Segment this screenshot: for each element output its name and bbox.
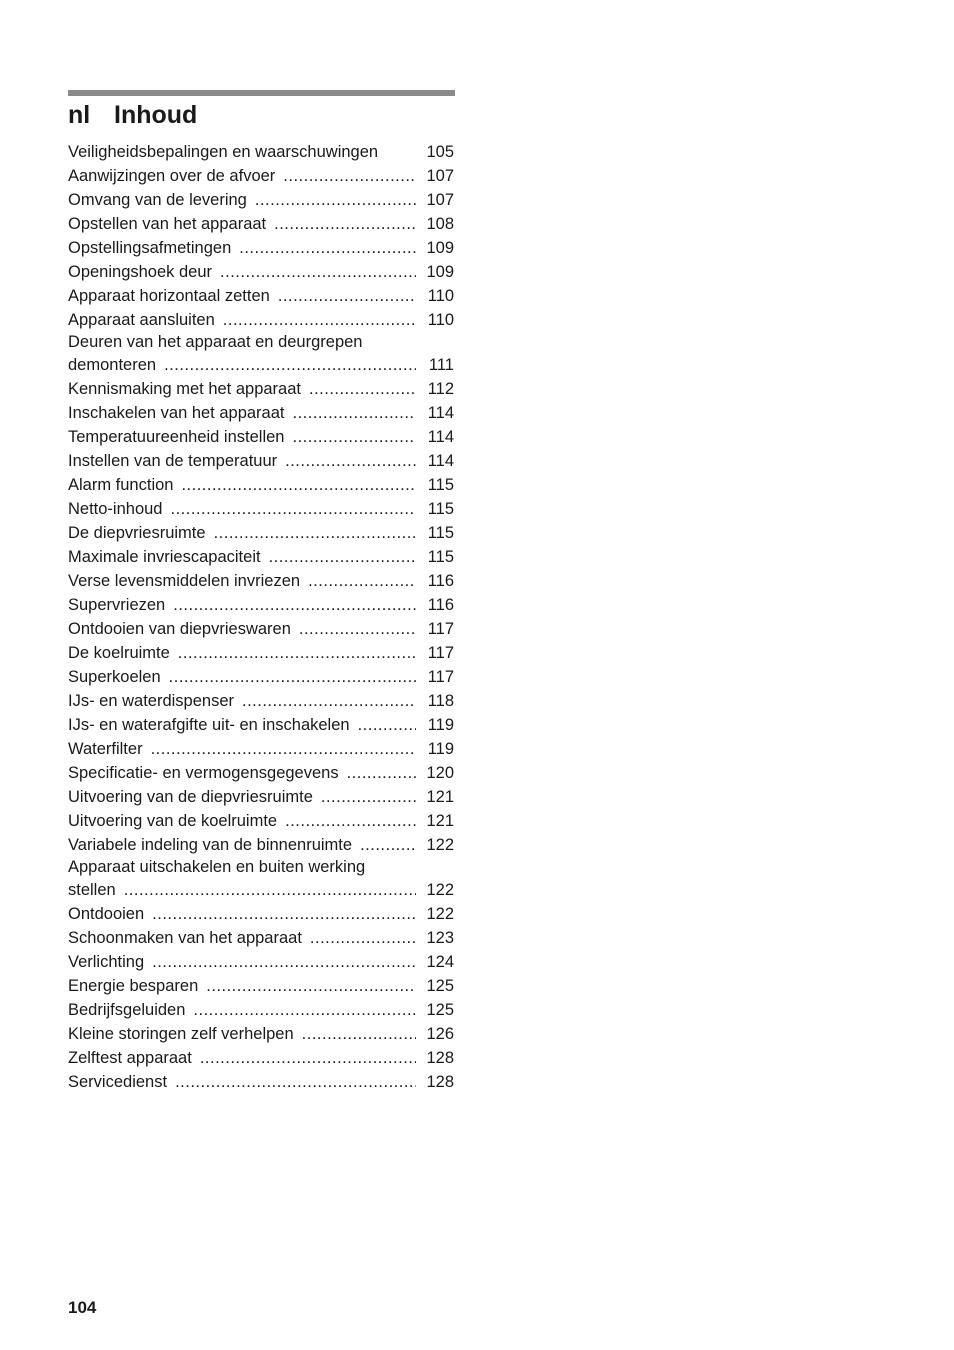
toc-entry-title: Kleine storingen zelf verhelpen	[68, 1025, 294, 1043]
toc-entry-title: Aanwijzingen over de afvoer	[68, 167, 276, 185]
toc-entry[interactable]	[68, 761, 454, 785]
dot-leader	[175, 1070, 416, 1094]
toc-page-number: 120	[426, 764, 454, 782]
toc-entry[interactable]	[68, 713, 454, 737]
dot-leader	[283, 164, 416, 188]
table-of-contents	[68, 140, 454, 1094]
toc-entry[interactable]	[68, 926, 454, 950]
dot-leader	[193, 998, 416, 1022]
toc-entry-title: Uitvoering van de koelruimte	[68, 812, 278, 830]
dot-leader	[214, 521, 416, 545]
toc-entry[interactable]	[68, 569, 454, 593]
toc-entry[interactable]	[68, 377, 454, 401]
dot-leader	[223, 308, 416, 332]
toc-entry-title: Variabele indeling van de binnenruimte	[68, 836, 353, 854]
toc-entry-title: Supervriezen	[68, 596, 166, 614]
toc-entry[interactable]	[68, 1070, 454, 1094]
dot-leader	[152, 950, 416, 974]
toc-entry-title: Openingshoek deur	[68, 263, 213, 281]
toc-entry-title-continued: demonteren	[68, 356, 157, 374]
dot-leader	[278, 284, 416, 308]
toc-page-number: 115	[427, 524, 454, 542]
dot-leader	[310, 926, 416, 950]
dot-leader	[308, 569, 416, 593]
dot-leader	[206, 974, 416, 998]
toc-entry-title: Alarm function	[68, 476, 174, 494]
toc-entry[interactable]	[68, 284, 454, 308]
toc-entry[interactable]	[68, 902, 454, 926]
toc-page-number: 117	[427, 620, 454, 638]
toc-entry[interactable]	[68, 974, 454, 998]
dot-leader	[152, 902, 416, 926]
toc-page-number: 126	[426, 1025, 454, 1043]
title-text: Inhoud	[114, 101, 198, 129]
toc-entry-title: Apparaat uitschakelen en buiten werking	[68, 858, 366, 876]
toc-entry-title: Specificatie- en vermogensgegevens	[68, 764, 339, 782]
toc-page-number: 109	[426, 263, 454, 281]
toc-entry-title: Deuren van het apparaat en deurgrepen	[68, 333, 363, 351]
toc-page-number: 114	[427, 404, 454, 422]
toc-entry-title: Netto-inhoud	[68, 500, 163, 518]
toc-entry-title: Verlichting	[68, 953, 145, 971]
toc-entry-title: De diepvriesruimte	[68, 524, 206, 542]
toc-entry-title: Verse levensmiddelen invriezen	[68, 572, 301, 590]
dot-leader	[358, 713, 416, 737]
toc-page-number: 114	[427, 452, 454, 470]
toc-entry-title: IJs- en waterafgifte uit- en inschakelen	[68, 716, 350, 734]
toc-entry[interactable]	[68, 425, 454, 449]
toc-entry[interactable]	[68, 593, 454, 617]
toc-entry-title-continued: stellen	[68, 881, 116, 899]
toc-page-number: 105	[426, 143, 454, 161]
toc-page-number: 122	[426, 836, 454, 854]
toc-entry-title: Ontdooien	[68, 905, 145, 923]
toc-page-number: 121	[426, 812, 454, 830]
toc-page-number: 117	[427, 668, 454, 686]
toc-page-number: 125	[426, 1001, 454, 1019]
toc-page-number: 119	[427, 740, 454, 758]
toc-entry[interactable]	[68, 737, 454, 761]
dot-leader	[302, 1022, 416, 1046]
header-rule	[68, 90, 455, 96]
toc-page-number: 115	[427, 548, 454, 566]
toc-entry[interactable]	[68, 833, 454, 857]
dot-leader	[255, 188, 416, 212]
toc-page-number: 116	[427, 572, 454, 590]
toc-entry[interactable]	[68, 308, 454, 332]
toc-page-number: 108	[426, 215, 454, 233]
toc-page-number: 117	[427, 644, 454, 662]
toc-entry-title: Zelftest apparaat	[68, 1049, 192, 1067]
toc-entry[interactable]	[68, 236, 454, 260]
toc-entry[interactable]	[68, 260, 454, 284]
toc-entry-title: Schoonmaken van het apparaat	[68, 929, 302, 947]
language-code: nl	[68, 101, 91, 129]
dot-leader	[170, 497, 416, 521]
toc-entry-title: Bedrijfsgeluiden	[68, 1001, 186, 1019]
toc-entry-title: IJs- en waterdispenser	[68, 692, 234, 710]
toc-entry[interactable]	[68, 332, 454, 377]
toc-entry[interactable]	[68, 950, 454, 974]
dot-leader	[299, 617, 416, 641]
dot-leader	[169, 665, 416, 689]
dot-leader	[269, 545, 416, 569]
dot-leader	[239, 236, 416, 260]
toc-entry[interactable]	[68, 212, 454, 236]
toc-entry[interactable]	[68, 164, 454, 188]
dot-leader	[181, 473, 416, 497]
dot-leader	[285, 809, 416, 833]
toc-entry[interactable]	[68, 140, 454, 164]
toc-entry-title: Kennismaking met het apparaat	[68, 380, 301, 398]
toc-page-number: 128	[426, 1073, 454, 1091]
toc-entry[interactable]	[68, 545, 454, 569]
toc-entry[interactable]	[68, 188, 454, 212]
dot-leader	[164, 353, 416, 377]
dot-leader	[293, 401, 417, 425]
toc-page-number: 121	[426, 788, 454, 806]
toc-page-number: 107	[426, 191, 454, 209]
toc-entry-title: Waterfilter	[68, 740, 143, 758]
toc-entry[interactable]	[68, 998, 454, 1022]
toc-entry[interactable]	[68, 857, 454, 902]
dot-leader	[274, 212, 416, 236]
dot-leader	[242, 689, 416, 713]
toc-entry-title: Servicedienst	[68, 1073, 168, 1091]
toc-page-number: 124	[426, 953, 454, 971]
dot-leader	[178, 641, 416, 665]
toc-page-number: 122	[426, 881, 454, 899]
toc-page-number: 125	[426, 977, 454, 995]
toc-page-number: 128	[426, 1049, 454, 1067]
dot-leader	[321, 785, 416, 809]
toc-page-number: 112	[427, 380, 454, 398]
toc-entry-title: Maximale invriescapaciteit	[68, 548, 261, 566]
toc-page-number: 118	[427, 692, 454, 710]
dot-leader	[200, 1046, 416, 1070]
toc-entry-title: Temperatuureenheid instellen	[68, 428, 285, 446]
toc-entry-title: Opstellen van het apparaat	[68, 215, 267, 233]
toc-entry[interactable]	[68, 401, 454, 425]
dot-leader	[151, 737, 416, 761]
toc-entry-title: Ontdooien van diepvrieswaren	[68, 620, 291, 638]
toc-entry-title: Superkoelen	[68, 668, 161, 686]
toc-entry[interactable]	[68, 521, 454, 545]
toc-page-number: 110	[427, 311, 454, 329]
toc-entry[interactable]	[68, 617, 454, 641]
toc-entry-title: Apparaat horizontaal zetten	[68, 287, 270, 305]
toc-entry[interactable]	[68, 785, 454, 809]
dot-leader	[220, 260, 416, 284]
toc-entry-title: Veiligheidsbepalingen en waarschuwingen	[68, 143, 379, 161]
dot-leader	[360, 833, 416, 857]
toc-entry-title: Omvang van de levering	[68, 191, 247, 209]
toc-page-number: 107	[426, 167, 454, 185]
dot-leader	[285, 449, 416, 473]
dot-leader	[173, 593, 416, 617]
toc-page-number: 110	[427, 287, 454, 305]
toc-entry[interactable]	[68, 449, 454, 473]
toc-entry-title: Uitvoering van de diepvriesruimte	[68, 788, 313, 806]
toc-page-number: 123	[426, 929, 454, 947]
dot-leader	[309, 377, 416, 401]
dot-leader	[292, 425, 416, 449]
page-title	[68, 98, 197, 132]
toc-page-number: 111	[428, 356, 454, 374]
toc-entry[interactable]	[68, 1022, 454, 1046]
toc-page-number: 109	[426, 239, 454, 257]
toc-entry[interactable]	[68, 497, 454, 521]
toc-entry-title: Energie besparen	[68, 977, 199, 995]
dot-leader	[124, 878, 416, 902]
toc-page-number: 114	[427, 428, 454, 446]
toc-entry[interactable]	[68, 689, 454, 713]
toc-entry[interactable]	[68, 641, 454, 665]
toc-page-number: 115	[427, 476, 454, 494]
dot-leader	[347, 761, 416, 785]
toc-page-number: 115	[427, 500, 454, 518]
toc-entry-title: Opstellingsafmetingen	[68, 239, 232, 257]
toc-entry-title: Inschakelen van het apparaat	[68, 404, 285, 422]
toc-entry-title: Instellen van de temperatuur	[68, 452, 278, 470]
toc-page-number: 122	[426, 905, 454, 923]
toc-page-number: 119	[427, 716, 454, 734]
toc-page-number: 116	[427, 596, 454, 614]
toc-entry[interactable]	[68, 1046, 454, 1070]
toc-entry-title: Apparaat aansluiten	[68, 311, 215, 329]
toc-entry-title: De koelruimte	[68, 644, 170, 662]
page-number: 104	[68, 1298, 97, 1317]
toc-entry[interactable]	[68, 473, 454, 497]
toc-entry[interactable]	[68, 809, 454, 833]
toc-entry[interactable]	[68, 665, 454, 689]
